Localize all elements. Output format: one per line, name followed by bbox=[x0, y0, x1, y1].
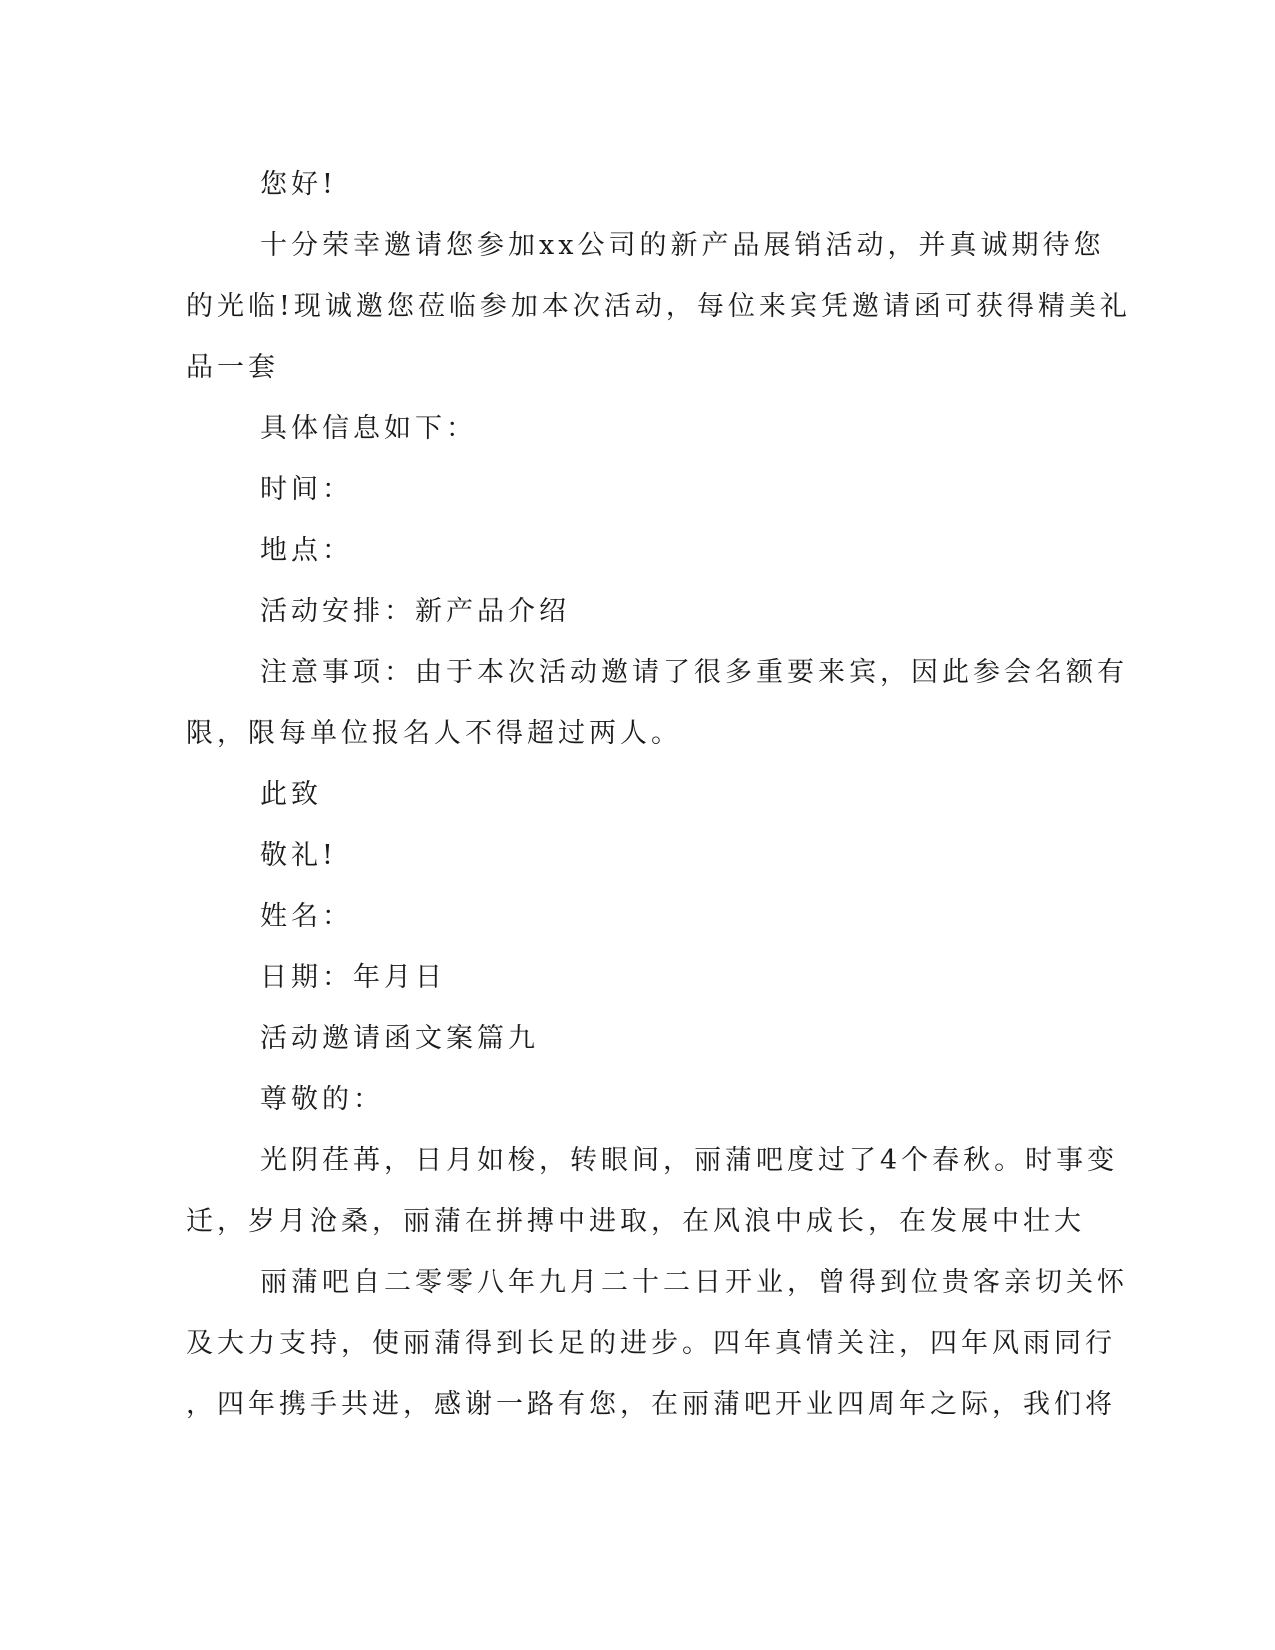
document-body bbox=[186, 154, 1131, 1435]
paragraph-time bbox=[186, 459, 1066, 520]
text-line: 尊敬的： bbox=[260, 1084, 384, 1115]
paragraph-greeting bbox=[186, 154, 1066, 215]
paragraph-salutation bbox=[186, 1069, 1066, 1130]
text-line: 敬礼! bbox=[260, 840, 337, 871]
text-line: 及大力支持，使丽蒲得到长足的进步。四年真情关注，四年风雨同行 bbox=[186, 1328, 1116, 1359]
paragraph-location bbox=[186, 520, 1066, 581]
text-line: 品一套 bbox=[186, 352, 279, 383]
text-line: 地点： bbox=[260, 535, 353, 566]
text-line: ，四年携手共进，感谢一路有您，在丽蒲吧开业四周年之际，我们将 bbox=[186, 1389, 1116, 1420]
text-line: 日期：年月日 bbox=[260, 962, 446, 993]
text-line: 光阴荏苒，日月如梭，转眼间，丽蒲吧度过了4个春秋。时事变 bbox=[260, 1145, 1119, 1176]
paragraph-notes bbox=[186, 642, 1128, 764]
section-title bbox=[186, 1008, 1066, 1069]
text-line: 此致 bbox=[260, 779, 322, 810]
paragraph-schedule bbox=[186, 581, 1066, 642]
paragraph-salute bbox=[186, 825, 1066, 886]
text-line: 姓名： bbox=[260, 901, 353, 932]
text-line: 十分荣幸邀请您参加xx公司的新产品展销活动，并真诚期待您 bbox=[260, 230, 1105, 261]
text-line: 限，限每单位报名人不得超过两人。 bbox=[186, 718, 682, 749]
text-line: 注意事项：由于本次活动邀请了很多重要来宾，因此参会名额有 bbox=[260, 657, 1128, 688]
text-line: 时间： bbox=[260, 474, 353, 505]
text-line: 活动邀请函文案篇九 bbox=[260, 1023, 539, 1054]
text-line: 具体信息如下： bbox=[260, 413, 477, 444]
text-line: 丽蒲吧自二零零八年九月二十二日开业，曾得到位贵客亲切关怀 bbox=[260, 1267, 1128, 1298]
paragraph-anniversary-body bbox=[186, 1252, 1128, 1435]
text-line: 迁，岁月沧桑，丽蒲在拼搏中进取，在风浪中成长，在发展中壮大 bbox=[186, 1206, 1085, 1237]
text-line: 您好! bbox=[260, 169, 337, 200]
text-line: 活动安排：新产品介绍 bbox=[260, 596, 570, 627]
paragraph-closing bbox=[186, 764, 1066, 825]
paragraph-details-heading bbox=[186, 398, 1066, 459]
text-line: 的光临!现诚邀您莅临参加本次活动，每位来宾凭邀请函可获得精美礼 bbox=[186, 291, 1131, 322]
paragraph-date bbox=[186, 947, 1066, 1008]
paragraph-invitation bbox=[186, 215, 1131, 398]
paragraph-anniversary-intro bbox=[186, 1130, 1119, 1252]
paragraph-name bbox=[186, 886, 1066, 947]
